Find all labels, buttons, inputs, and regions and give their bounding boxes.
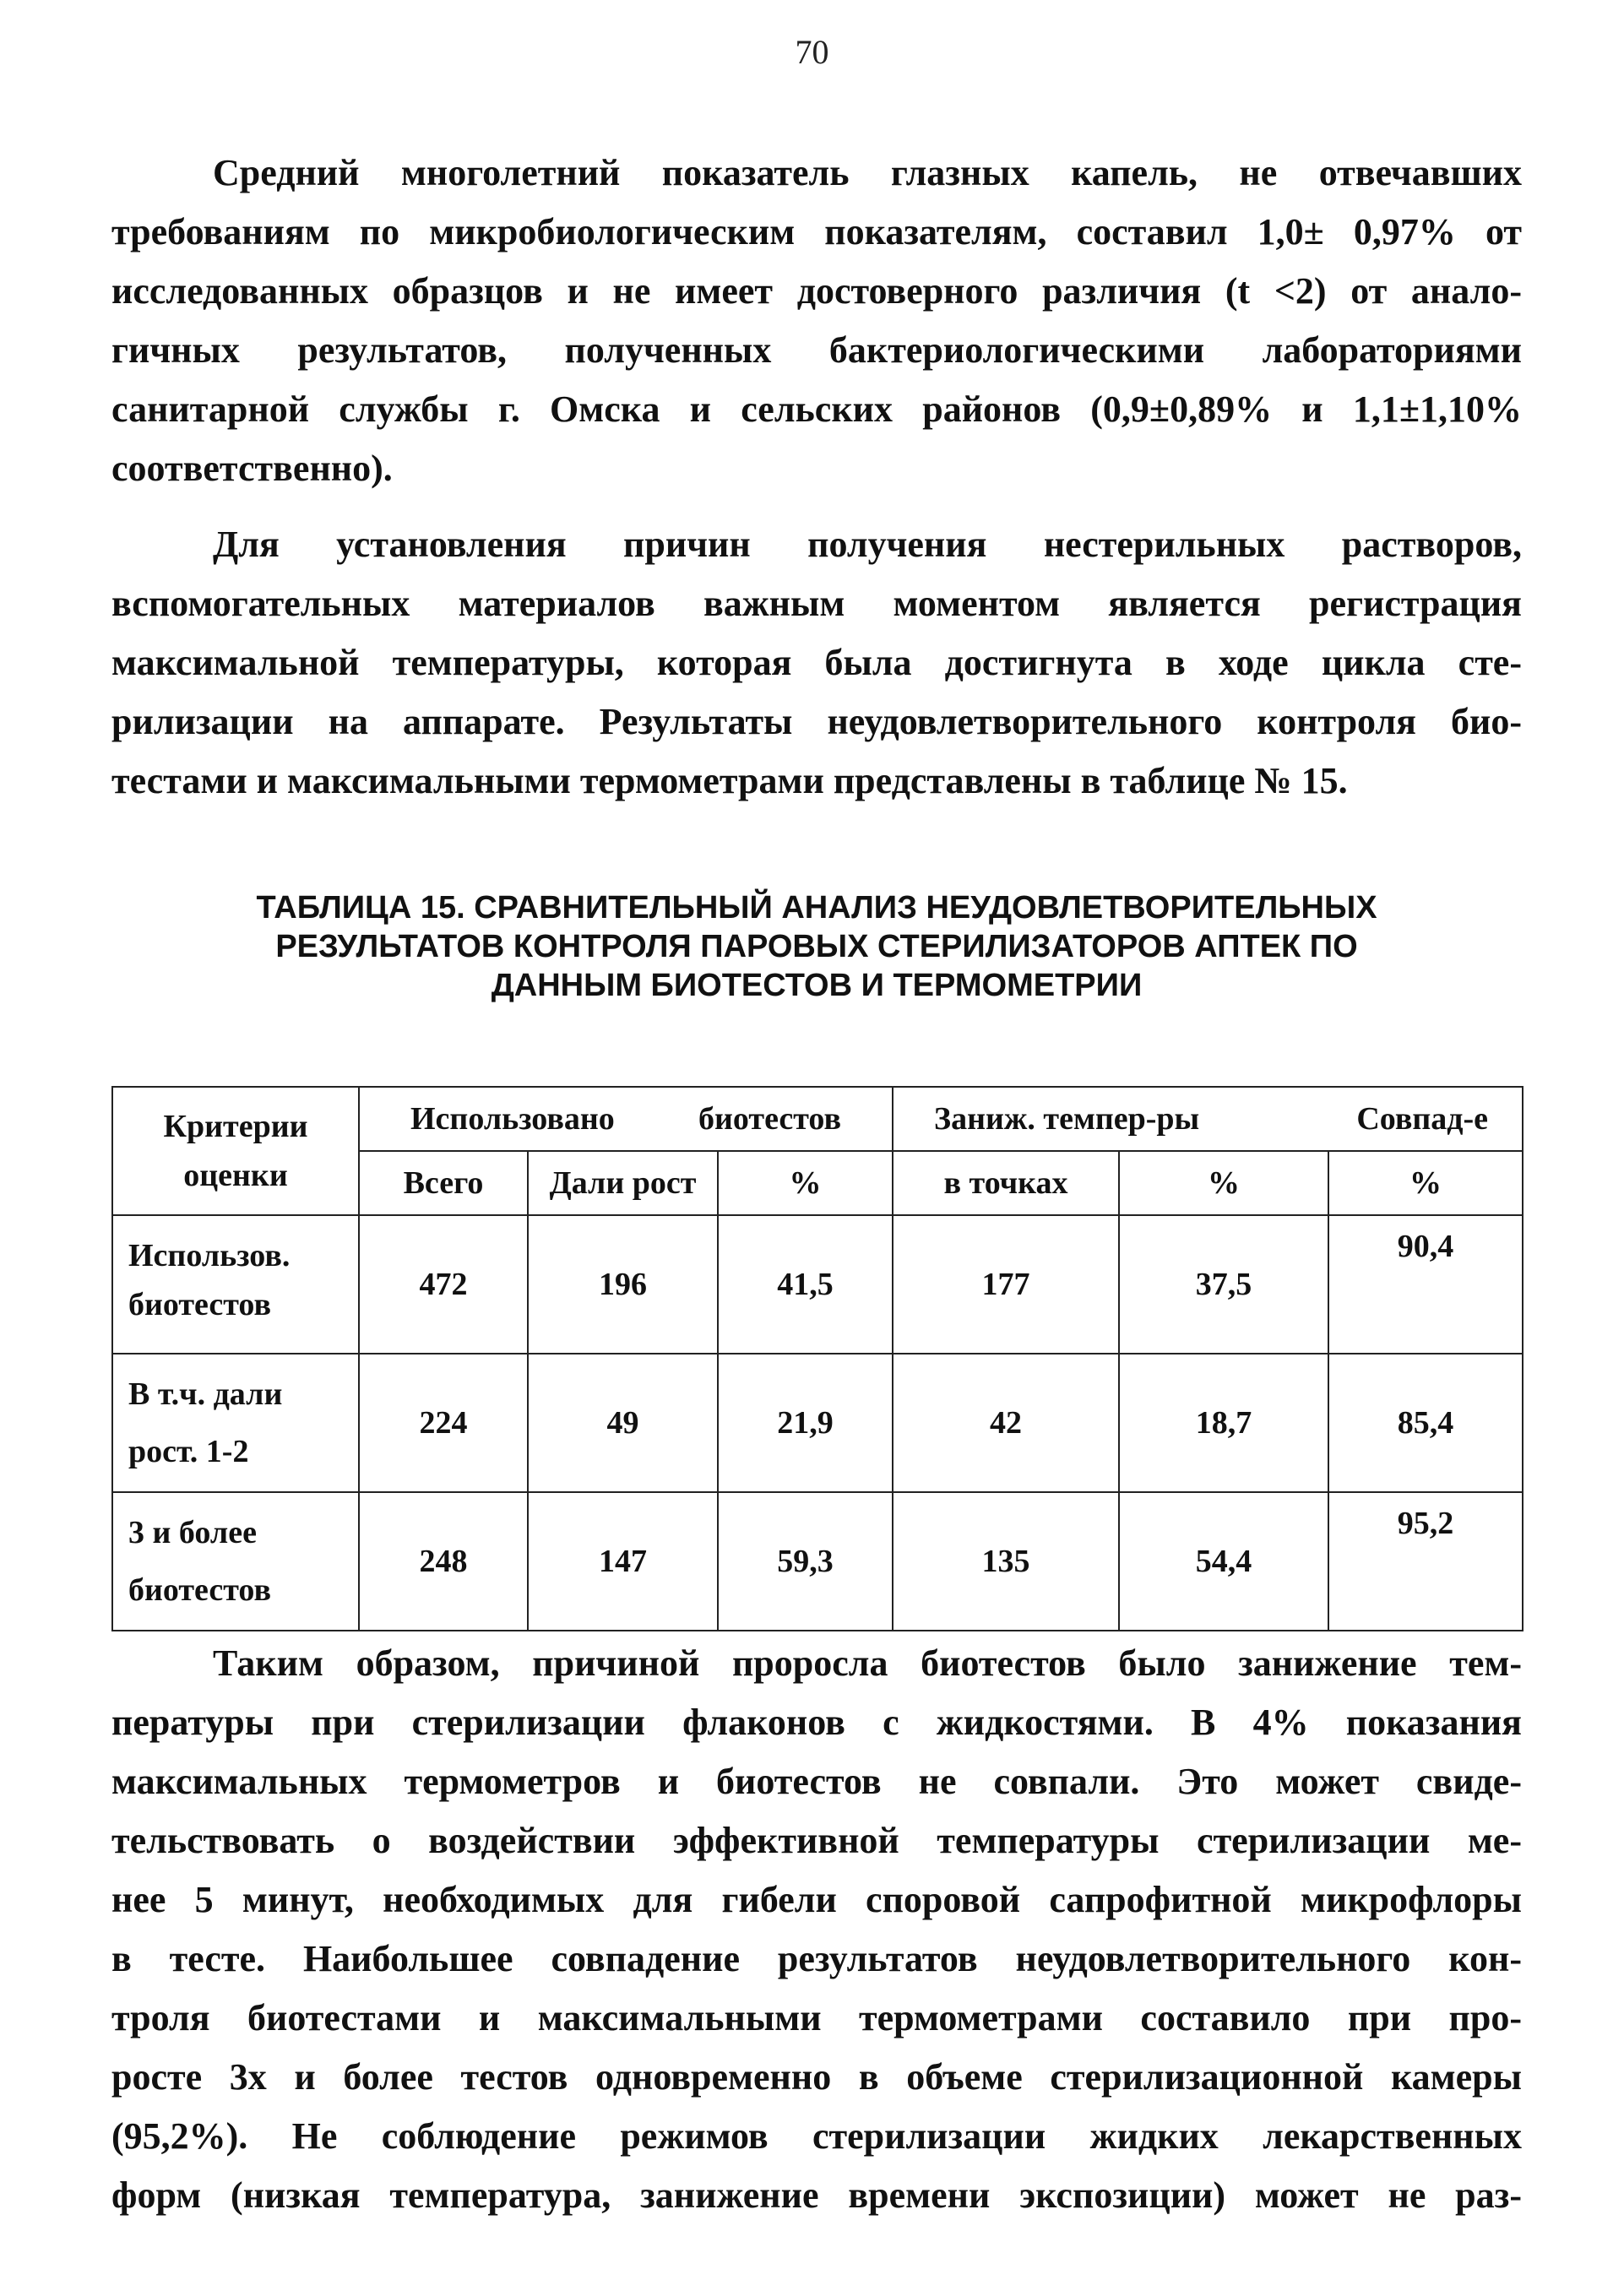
cell-points: 42 <box>893 1354 1119 1492</box>
cell-points-percent: 54,4 <box>1119 1492 1328 1631</box>
paragraph-line: тельствовать о воздействии эффективной температуры стерилизации ме- <box>111 1820 1522 1861</box>
paragraph-line: форм (низкая температура, занижение времени экспозиции) может не раз- <box>111 2174 1522 2216</box>
paragraph-line: росте 3х и более тестов одновременно в объеме стерилизационной камеры <box>111 2056 1522 2098</box>
cell-growth-percent: 59,3 <box>718 1492 893 1631</box>
table-row <box>112 1354 1523 1492</box>
table-title <box>111 888 1522 1005</box>
subheader-growth: Дали рост <box>528 1151 718 1215</box>
paragraph-line: исследованных образцов и не имеет достоверного различия (t <2) от анало- <box>111 270 1522 312</box>
cell-points: 177 <box>893 1215 1119 1354</box>
header-biotests-used <box>359 1087 893 1151</box>
table-title-line: РЕЗУЛЬТАТОВ КОНТРОЛЯ ПАРОВЫХ СТЕРИЛИЗАТОРОВ АПТЕК ПО <box>275 929 1358 964</box>
cell-growth-percent: 21,9 <box>718 1354 893 1492</box>
subheader-growth-percent: % <box>718 1151 893 1215</box>
row-criteria <box>112 1492 359 1631</box>
paragraph-line: соответственно). <box>111 448 393 489</box>
paragraph-sterilization-causes <box>111 515 1522 811</box>
subheader-points-percent: % <box>1119 1151 1328 1215</box>
cell-points-percent: 18,7 <box>1119 1354 1328 1492</box>
cell-points: 135 <box>893 1492 1119 1631</box>
row-criteria-line: рост. 1-2 <box>128 1434 249 1469</box>
cell-total: 248 <box>359 1492 528 1631</box>
cell-total: 472 <box>359 1215 528 1354</box>
header-criteria <box>112 1087 359 1215</box>
header-low-temperature: Заниж. темпер-ры <box>934 1101 1200 1137</box>
row-criteria-line: биотестов <box>128 1287 271 1322</box>
table-title-line: ДАННЫМ БИОТЕСТОВ И ТЕРМОМЕТРИИ <box>491 968 1143 1003</box>
paragraph-line: пературы при стерилизации флаконов с жидкостями. В 4% показания <box>111 1702 1522 1743</box>
sterilizer-comparison-table <box>111 1086 1524 1631</box>
table-row <box>112 1215 1523 1354</box>
paragraph-line: тестами и максимальными термометрами представлены в таблице № 15. <box>111 760 1348 801</box>
row-criteria-line: 3 и более <box>128 1515 257 1550</box>
cell-growth: 49 <box>528 1354 718 1492</box>
paragraph-eye-drops <box>111 144 1522 498</box>
cell-coincidence: 95,2 <box>1328 1492 1523 1631</box>
paragraph-line: в тесте. Наибольшее совпадение результатов неудовлетворительного кон- <box>111 1938 1522 1979</box>
paragraph-line: максимальных термометров и биотестов не совпали. Это может свиде- <box>111 1761 1522 1802</box>
paragraph-line: требованиям по микробиологическим показателям, составил 1,0± 0,97% от <box>111 211 1522 252</box>
paragraph-line: санитарной службы г. Омска и сельских районов (0,9±0,89% и 1,1±1,10% <box>111 388 1522 430</box>
cell-points-percent: 37,5 <box>1119 1215 1328 1354</box>
cell-total: 224 <box>359 1354 528 1492</box>
header-coincidence: Совпад-е <box>1356 1101 1489 1137</box>
row-criteria-line: Использов. <box>128 1238 291 1273</box>
header-criteria-line: Критерии <box>163 1109 308 1144</box>
row-criteria <box>112 1215 359 1354</box>
paragraph-line: максимальной температуры, которая была достигнута в ходе цикла сте- <box>111 642 1522 683</box>
paragraph-line: (95,2%). Не соблюдение режимов стерилизации жидких лекарственных <box>111 2115 1522 2157</box>
subheader-points: в точках <box>893 1151 1119 1215</box>
row-criteria <box>112 1354 359 1492</box>
paragraph-line: нее 5 минут, необходимых для гибели споровой сапрофитной микрофлоры <box>111 1879 1522 1920</box>
paragraph-line: рилизации на аппарате. Результаты неудовлетворительного контроля био- <box>111 701 1522 742</box>
table-row <box>112 1492 1523 1631</box>
paragraph-line: троля биотестами и максимальными термометрами составило при про- <box>111 1997 1522 2038</box>
paragraph-line: вспомогательных материалов важным моментом является регистрация <box>111 583 1522 624</box>
header-biotests-used-word: Использовано <box>410 1101 615 1137</box>
paragraph-line: Средний многолетний показатель глазных капель, не отвечавших <box>213 152 1522 193</box>
subheader-total: Всего <box>359 1151 528 1215</box>
row-criteria-line: В т.ч. дали <box>128 1376 283 1412</box>
cell-coincidence: 90,4 <box>1328 1215 1523 1354</box>
cell-coincidence: 85,4 <box>1328 1354 1523 1492</box>
row-criteria-line: биотестов <box>128 1572 271 1608</box>
header-biotests-used-word: биотестов <box>698 1101 842 1137</box>
page-number: 70 <box>795 33 829 71</box>
header-temperature-coincidence <box>893 1087 1523 1151</box>
header-criteria-line: оценки <box>183 1158 288 1193</box>
subheader-coincidence-percent: % <box>1328 1151 1523 1215</box>
paragraph-line: Таким образом, причиной пророcла биотестов было занижение тем- <box>213 1642 1522 1684</box>
cell-growth: 147 <box>528 1492 718 1631</box>
paragraph-conclusion <box>111 1634 1522 2225</box>
cell-growth: 196 <box>528 1215 718 1354</box>
cell-growth-percent: 41,5 <box>718 1215 893 1354</box>
paragraph-line: Для установления причин получения нестерильных растворов, <box>213 524 1522 565</box>
paragraph-line: гичных результатов, полученных бактериологическими лабораториями <box>111 329 1522 371</box>
table-title-line: ТАБЛИЦА 15. СРАВНИТЕЛЬНЫЙ АНАЛИЗ НЕУДОВЛЕТВОРИТЕЛЬНЫХ <box>256 890 1377 926</box>
